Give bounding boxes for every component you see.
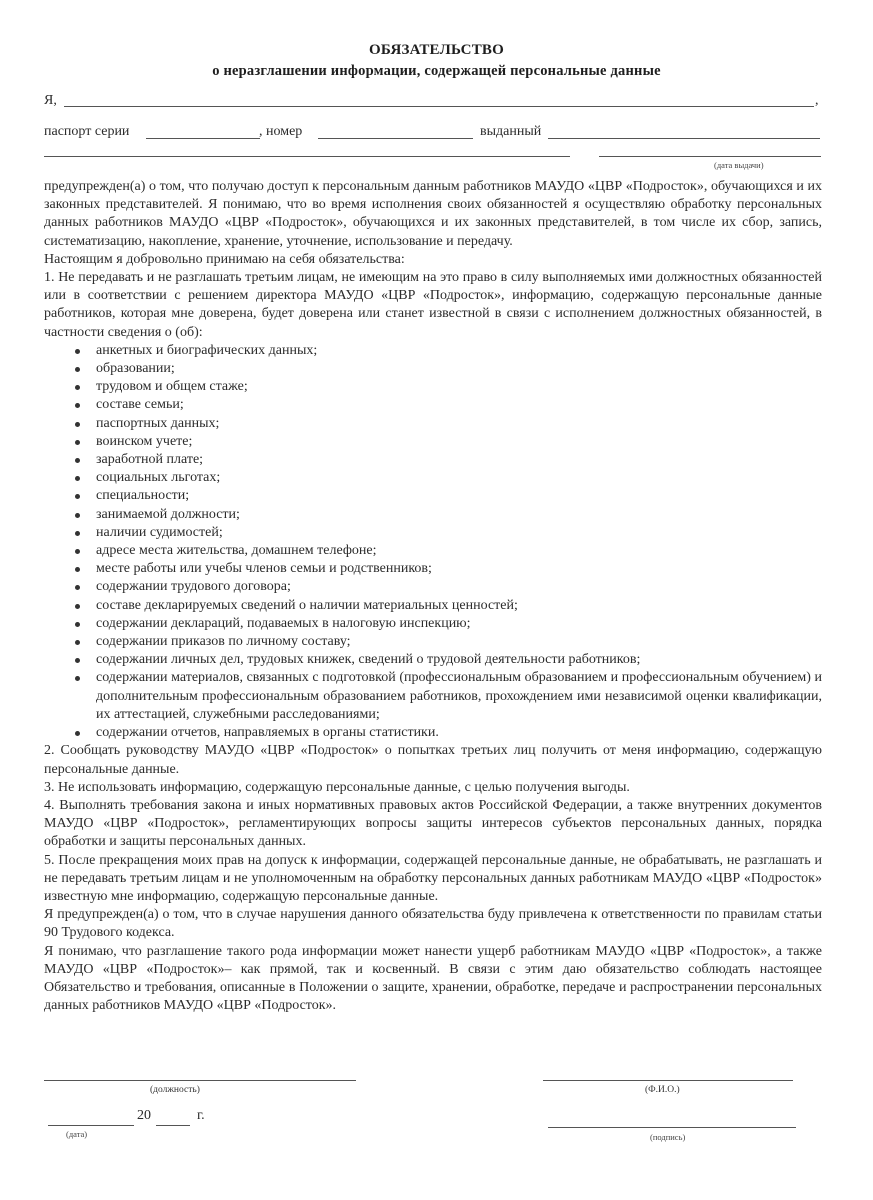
intro-paragraph: предупрежден(а) о том, что получаю доступ к персональным данным работников МАУДО «ЦВР «Подросток», обучающихся и их законных представителей. Я понимаю, что во время исполнения своих обязанностей я осуществляю обработку персональных данных работников МАУДО «ЦВР «Подросток», обучающихся и их законных представителей, в том числе их сбор, запись, систематизацию, накопление, хранение, уточнение, использование и передачу. [44,179,822,249]
list-item-text: составе семьи; [96,397,184,413]
bullet-icon [75,658,80,663]
personal-data-list-item [44,396,822,414]
bullet-icon [75,585,80,590]
year-field[interactable] [156,1125,190,1126]
list-item-text: содержании приказов по личному составу; [96,634,351,650]
obligation-1: 1. Не передавать и не разглашать третьим лицам, не имеющим на это право в силу выполняемых ими должностных обязанностей или в соответствии с решением директора МАУДО «ЦВР «Подросток», информацию, содержащую персональные данные работников, которая мне доверена, будет доверена или станет известной в связи с исполнением должностных обязанностей, в частности сведения о (об): [44,270,822,340]
personal-data-list-item [44,506,822,524]
personal-data-list-item [44,342,822,360]
personal-data-list-item [44,487,822,505]
list-item-text: образовании; [96,361,175,377]
year-prefix: 20 [137,1108,151,1123]
bullet-icon [75,422,80,427]
passport-series-label: паспорт серии [44,124,130,139]
obligation-3: 3. Не использовать информацию, содержащую персональные данные, с целью получения выгоды. [44,779,630,795]
personal-data-list-item [44,451,822,469]
bullet-icon [75,567,80,572]
obligations-intro: Настоящим я добровольно принимаю на себя обязательства: [44,251,405,267]
position-field[interactable] [44,1080,356,1081]
bullet-icon [75,458,80,463]
personal-data-list-item [44,524,822,542]
personal-data-list-item [44,560,822,578]
list-item-text: анкетных и биографических данных; [96,342,318,358]
fio-field[interactable] [543,1080,793,1081]
list-item-text: месте работы или учебы членов семьи и родственников; [96,561,432,577]
list-item-text: воинском учете; [96,433,193,449]
personal-data-list-item [44,578,822,596]
bullet-icon [75,731,80,736]
issued-label: выданный [480,124,542,139]
liability-warning: Я предупрежден(а) о том, что в случае нарушения данного обязательства буду привлечена к ответственности по правилам статьи 90 Трудового кодекса. [44,907,822,941]
bullet-icon [75,640,80,645]
obligation-4: 4. Выполнять требования закона и иных нормативных правовых актов Российской Федерации, а также внутренних документов МАУДО «ЦВР «Подросток», регламентирующих вопросы защиты интересов субъектов персональных данных, порядка обработки и защиты персональных данных. [44,797,822,850]
bullet-icon [75,676,80,681]
signature-caption: (подпись) [650,1132,686,1142]
personal-data-list-item [44,633,822,651]
list-item-text: содержании личных дел, трудовых книжек, сведений о трудовой деятельности работников; [96,652,641,668]
personal-data-list-item [44,669,822,724]
bullet-icon [75,476,80,481]
bullet-icon [75,531,80,536]
bullet-icon [75,513,80,518]
document-title: ОБЯЗАТЕЛЬСТВО [369,42,504,58]
signature-field[interactable] [548,1127,796,1128]
passport-number-field[interactable] [318,138,473,139]
list-item-text: специальности; [96,488,190,504]
bullet-icon [75,349,80,354]
bullet-icon [75,385,80,390]
issued-by-field[interactable] [548,138,820,139]
personal-data-list-item [44,360,822,378]
personal-data-list-item [44,615,822,633]
personal-data-list-item [44,433,822,451]
understanding-paragraph: Я понимаю, что разглашение такого рода информации может нанести ущерб работникам МАУДО «ЦВР «Подросток», а также МАУДО «ЦВР «Подросток»– как прямой, так и косвенный. В связи с этим даю обязательство соблюдать настоящее Обязательство и требования, описанные в Положении о защите, хранении, обработке, передаче и распространении персональных данных работников МАУДО «ЦВР «Подросток». [44,943,822,1014]
list-item-text: адресе места жительства, домашнем телефоне; [96,543,377,559]
personal-data-list-item [44,542,822,560]
passport-series-field[interactable] [146,138,260,139]
personal-data-list-item [44,378,822,396]
issue-date-field[interactable] [599,156,821,157]
personal-data-list-item [44,724,822,742]
list-item-text: наличии судимостей; [96,524,223,540]
list-item-text: заработной плате; [96,452,204,468]
list-item-text: социальных льготах; [96,470,221,486]
personal-data-list-item [44,597,822,615]
i-label: Я, [44,93,57,108]
date-field[interactable] [48,1125,134,1126]
bullet-icon [75,549,80,554]
bullet-icon [75,367,80,372]
i-comma: , [815,93,819,108]
bullet-icon [75,494,80,499]
list-item-text: содержании деклараций, подаваемых в налоговую инспекцию; [96,615,471,631]
list-item-text: составе декларируемых сведений о наличии материальных ценностей; [96,597,518,613]
obligation-2: 2. Сообщать руководству МАУДО «ЦВР «Подросток» о попытках третьих лиц получить от меня информацию, содержащую персональные данные. [44,743,822,777]
bullet-icon [75,622,80,627]
list-item-text: занимаемой должности; [96,506,240,522]
bullet-icon [75,440,80,445]
position-caption: (должность) [150,1085,200,1095]
document-body [44,178,822,1015]
document-header [0,40,873,82]
fio-caption: (Ф.И.О.) [645,1085,680,1095]
number-label: , номер [259,124,303,139]
personal-data-list [44,342,822,742]
list-item-text: содержании трудового договора; [96,579,291,595]
obligation-5: 5. После прекращения моих прав на допуск к информации, содержащей персональные данные, не обрабатывать, не разглашать и не передавать третьим лицам и не уполномоченным на обработку персональных данных работникам МАУДО «ЦВР «Подросток» известную мне информацию, содержащую персональные данные. [44,852,822,904]
list-item-text: содержании материалов, связанных с подготовкой (профессиональным образованием и профессиональным обучением) и дополнительным профессиональным образованием работников, прохождением ими независимой оценки квалификации, их аттестацией, служебными расследованиями; [96,670,822,722]
bullet-icon [75,604,80,609]
full-name-field[interactable] [64,106,814,107]
issued-by-field-continued[interactable] [44,156,570,157]
document-subtitle: о неразглашении информации, содержащей персональные данные [212,63,661,79]
bullet-icon [75,403,80,408]
personal-data-list-item [44,469,822,487]
personal-data-list-item [44,651,822,669]
date-caption: (дата) [66,1129,88,1139]
year-suffix: г. [197,1108,205,1123]
issue-date-caption: (дата выдачи) [714,160,764,170]
list-item-text: содержании отчетов, направляемых в органы статистики. [96,725,439,741]
list-item-text: трудовом и общем стаже; [96,379,248,395]
list-item-text: паспортных данных; [96,415,220,431]
personal-data-list-item [44,415,822,433]
